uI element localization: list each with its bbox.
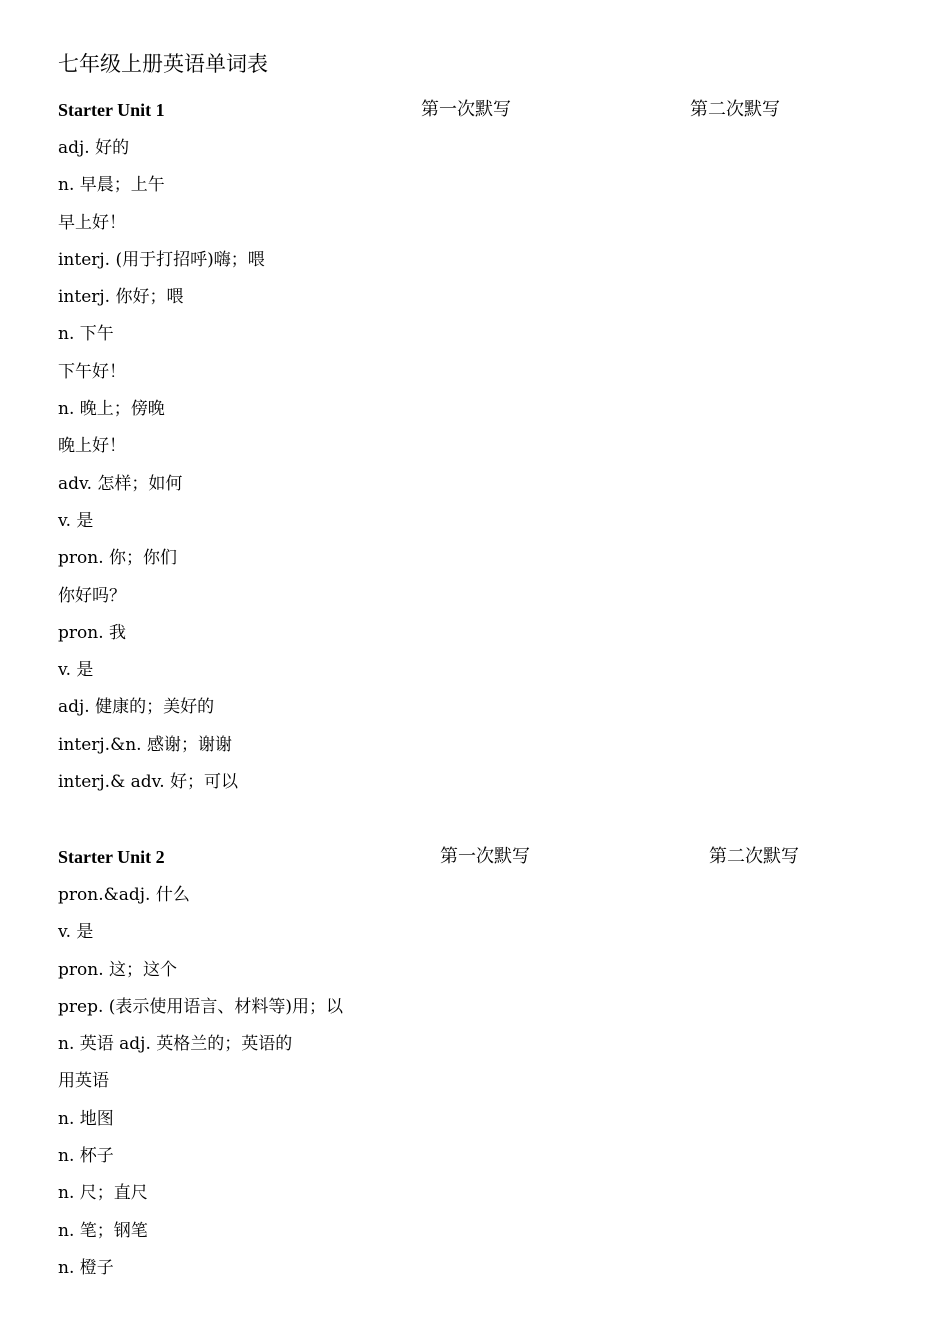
first-dictation-header: 第一次默写 [421, 99, 511, 120]
word-entry: pron. 你；你们 [58, 548, 177, 569]
word-entry: 你好吗？ [58, 585, 126, 606]
word-entry: interj.& adv. 好；可以 [58, 772, 239, 793]
word-entry: n. 杯子 [58, 1146, 114, 1167]
word-entry: n. 下午 [58, 324, 114, 345]
word-entry: n. 地图 [58, 1108, 114, 1129]
unit-header [0, 845, 950, 873]
second-dictation-header: 第二次默写 [709, 846, 799, 867]
word-entry: interj.&n. 感谢；谢谢 [58, 734, 232, 755]
word-entry: v. 是 [58, 660, 94, 681]
word-entry: adj. 健康的；美好的 [58, 697, 215, 718]
word-entry: 用英语 [58, 1071, 109, 1092]
unit-header [0, 98, 950, 126]
second-dictation-header: 第二次默写 [690, 99, 780, 120]
word-entry: adv. 怎样；如何 [58, 473, 183, 494]
word-entry: n. 晚上；傍晚 [58, 399, 165, 420]
word-entry: n. 早晨；上午 [58, 175, 165, 196]
word-entry: n. 笔；钢笔 [58, 1220, 148, 1241]
first-dictation-header: 第一次默写 [440, 846, 530, 867]
word-list [58, 883, 858, 1293]
word-entry: pron. 这；这个 [58, 959, 177, 980]
word-entry: v. 是 [58, 510, 94, 531]
word-entry: 晚上好！ [58, 436, 126, 457]
word-entry: v. 是 [58, 922, 94, 943]
word-entry: n. 橙子 [58, 1257, 114, 1278]
word-list [58, 136, 858, 807]
word-entry: 下午好！ [58, 361, 126, 382]
word-entry: pron.&adj. 什么 [58, 885, 190, 905]
word-entry: prep. (表示使用语言、材料等)用；以 [58, 996, 344, 1017]
word-entry: adj. 好的 [58, 138, 130, 158]
word-entry: n. 英语 adj. 英格兰的；英语的 [58, 1034, 293, 1055]
unit-name: Starter Unit 2 [58, 847, 165, 867]
page-title: 七年级上册英语单词表 [58, 52, 268, 76]
word-entry: pron. 我 [58, 622, 126, 643]
word-entry: n. 尺；直尺 [58, 1183, 148, 1204]
word-entry: interj. (用于打招呼)嗨；喂 [58, 249, 265, 270]
word-entry: interj. 你好；喂 [58, 287, 184, 308]
word-entry: 早上好！ [58, 212, 126, 233]
unit-name: Starter Unit 1 [58, 100, 165, 120]
